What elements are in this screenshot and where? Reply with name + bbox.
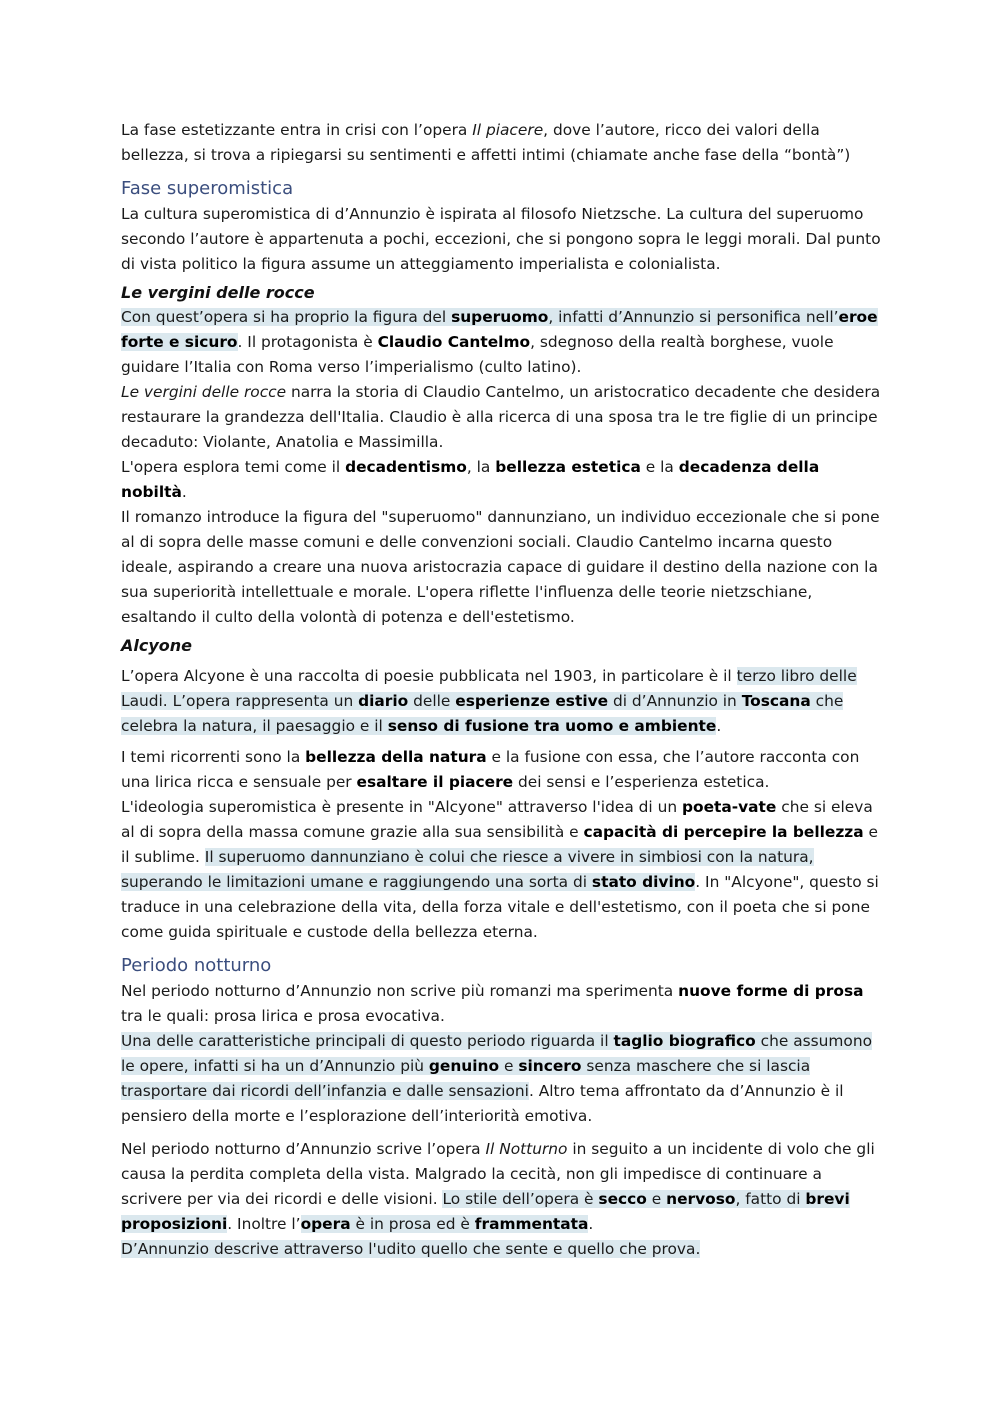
text-run: Il superuomo dannunziano è colui che riesce a vivere in simbiosi con la natura, superando le limitazioni umane e raggiungendo una sorta di <box>121 848 814 891</box>
bold-term: sincero <box>518 1057 582 1075</box>
text-run: . In "Alcyone", questo si traduce in una celebrazione della vita, della forza vitale e dell'estetismo, con il poeta che si pone come guida spirituale e custode della bellezza eterna. <box>121 873 879 941</box>
text-run: L'ideologia superomistica è presente in "Alcyone" attraverso l'idea di un <box>121 798 682 816</box>
bold-term: decadentismo <box>345 458 467 476</box>
text-run: . Inoltre l’ <box>227 1215 301 1233</box>
bold-term: opera <box>300 1215 351 1233</box>
bold-term: secco <box>598 1190 647 1208</box>
bold-term: taglio biografico <box>613 1032 756 1050</box>
bold-term: bellezza della natura <box>305 748 487 766</box>
text-run: Lo stile dell’opera è <box>442 1190 599 1208</box>
text-run: I temi ricorrenti sono la <box>121 748 306 766</box>
notturno-paragraph-2 <box>121 1029 881 1129</box>
notturno-paragraph-4 <box>121 1237 881 1262</box>
text-run: dei sensi e l’esperienza estetica. <box>513 773 770 791</box>
text-run: narra la storia di Claudio Cantelmo, un aristocratico decadente che desidera restaurare la grandezza dell'Italia. Claudio è alla ricerca di una sposa tra le tre figlie di un principe decaduto: Violante, Anatolia e Massimilla. <box>121 383 881 451</box>
alcyone-paragraph-1 <box>121 664 881 739</box>
text-run: Una delle caratteristiche principali di questo periodo riguarda il <box>121 1032 614 1050</box>
text-run: . <box>716 717 722 735</box>
intro-text: , dove l’autore, ricco dei valori della bellezza, si trova a ripiegarsi su sentimenti e affetti intimi (chiamate anche fase della “bontà”) <box>121 121 851 164</box>
text-run: Nel periodo notturno d’Annunzio non scrive più romanzi ma sperimenta <box>121 982 679 1000</box>
text-run: Con quest’opera si ha proprio la figura del <box>121 308 452 326</box>
vergini-paragraph-4: Il romanzo introduce la figura del "superuomo" dannunziano, un individuo eccezionale che si pone al di sopra delle masse comuni e delle convenzioni sociali. Claudio Cantelmo incarna questo ideale, aspirando a creare una nuova aristocrazia capace di guidare il destino della nazione con la sua superiorità intellettuale e morale. L'opera riflette l'influenza delle teorie nietzschiane, esaltando il culto della volontà di potenza e dell'estetismo. <box>121 508 880 626</box>
text-run: . <box>181 483 187 501</box>
heading-periodo-notturno: Periodo notturno <box>121 955 272 976</box>
intro-work-title: Il piacere <box>472 121 544 139</box>
text-run: e il sublime. <box>121 823 879 866</box>
bold-term: diario <box>358 692 409 710</box>
text-run: , sdegnoso della realtà borghese, vuole guidare l’Italia con Roma verso l’imperialismo (culto latino). <box>121 333 834 376</box>
intro-paragraph <box>121 118 881 168</box>
text-run: e la fusione con essa, che l’autore racconta con una lirica ricca e sensuale per <box>121 748 860 791</box>
text-run: che celebra la natura, il paesaggio e il <box>121 692 844 735</box>
text-run: , infatti d’Annunzio si personifica nell’ <box>548 308 839 326</box>
vergini-paragraph-3 <box>121 455 881 505</box>
text-run: senza maschere che si lascia trasportare dai ricordi dell’infanzia e dalle sensazioni <box>121 1057 811 1100</box>
bold-term: capacità di percepire la bellezza <box>583 823 864 841</box>
bold-term: nuove forme di prosa <box>678 982 864 1000</box>
text-run: e la <box>640 458 679 476</box>
bold-term: Claudio Cantelmo <box>377 333 531 351</box>
text-run: L'opera esplora temi come il <box>121 458 346 476</box>
text-run: . <box>588 1215 594 1233</box>
work-title: Il Notturno <box>485 1140 568 1158</box>
work-title: Le vergini delle rocce <box>121 383 287 401</box>
text-run: che assumono le opere, infatti si ha un d’Annunzio più <box>121 1032 872 1075</box>
text-run: . Il protagonista è <box>237 333 378 351</box>
notturno-paragraph-3 <box>121 1137 881 1237</box>
bold-term: bellezza estetica <box>495 458 641 476</box>
heading-alcyone: Alcyone <box>121 636 193 655</box>
bold-term: stato divino <box>591 873 696 891</box>
text-run: che si eleva al di sopra della massa comune grazie alla sua sensibilità e <box>121 798 873 841</box>
text-run: e <box>499 1057 519 1075</box>
intro-text: La fase estetizzante entra in crisi con l’opera <box>121 121 473 139</box>
bold-term: Toscana <box>741 692 811 710</box>
text-run: , fatto di <box>735 1190 806 1208</box>
bold-term: decadenza della nobiltà <box>121 458 820 501</box>
bold-term: superuomo <box>451 308 549 326</box>
alcyone-paragraph-3 <box>121 795 881 945</box>
text-run: e <box>646 1190 667 1208</box>
text-run: tra le quali: prosa lirica e prosa evocativa. <box>121 1007 445 1025</box>
bold-term: frammentata <box>474 1215 589 1233</box>
text-run: delle <box>408 692 456 710</box>
bold-term: poeta-vate <box>681 798 777 816</box>
vergini-paragraph-1 <box>121 305 881 380</box>
text-run: L’opera Alcyone è una raccolta di poesie pubblicata nel 1903, in particolare è il <box>121 667 737 685</box>
text-run: è in prosa ed è <box>350 1215 475 1233</box>
superomistica-paragraph: La cultura superomistica di d’Annunzio è ispirata al filosofo Nietzsche. La cultura del superuomo secondo l’autore è appartenuta a pochi, eccezioni, che si pongono sopra le leggi morali. Dal punto di vista politico la figura assume un atteggiamento imperialista e colonialista. <box>121 205 881 273</box>
bold-term: genuino <box>428 1057 500 1075</box>
text-run: Nel periodo notturno d’Annunzio scrive l’opera <box>121 1140 486 1158</box>
notturno-paragraph-1 <box>121 979 881 1029</box>
bold-term: senso di fusione tra uomo e ambiente <box>387 717 717 735</box>
bold-term: esperienze estive <box>455 692 609 710</box>
text-run: . Altro tema affrontato da d’Annunzio è il pensiero della morte e l’esplorazione dell’interiorità emotiva. <box>121 1082 844 1125</box>
text-run: terzo libro delle Laudi. L’opera rappresenta un <box>121 667 857 710</box>
bold-term: esaltare il piacere <box>356 773 514 791</box>
vergini-paragraph-2 <box>121 380 881 455</box>
bold-term: nervoso <box>666 1190 736 1208</box>
bold-term: eroe forte e sicuro <box>121 308 878 351</box>
text-run: , la <box>466 458 496 476</box>
bold-term: brevi proposizioni <box>121 1190 850 1233</box>
text-run: di d’Annunzio in <box>608 692 742 710</box>
heading-fase-superomistica: Fase superomistica <box>121 178 294 199</box>
heading-vergini-delle-rocce: Le vergini delle rocce <box>121 283 315 302</box>
highlight: D’Annunzio descrive attraverso l'udito quello che sente e quello che prova. <box>121 1240 701 1258</box>
text-run: in seguito a un incidente di volo che gli causa la perdita completa della vista. Malgrado la cecità, non gli impedisce di continuare a scrivere per via dei ricordi e delle visioni. <box>121 1140 875 1208</box>
alcyone-paragraph-2 <box>121 745 881 795</box>
document-page <box>121 118 881 1262</box>
